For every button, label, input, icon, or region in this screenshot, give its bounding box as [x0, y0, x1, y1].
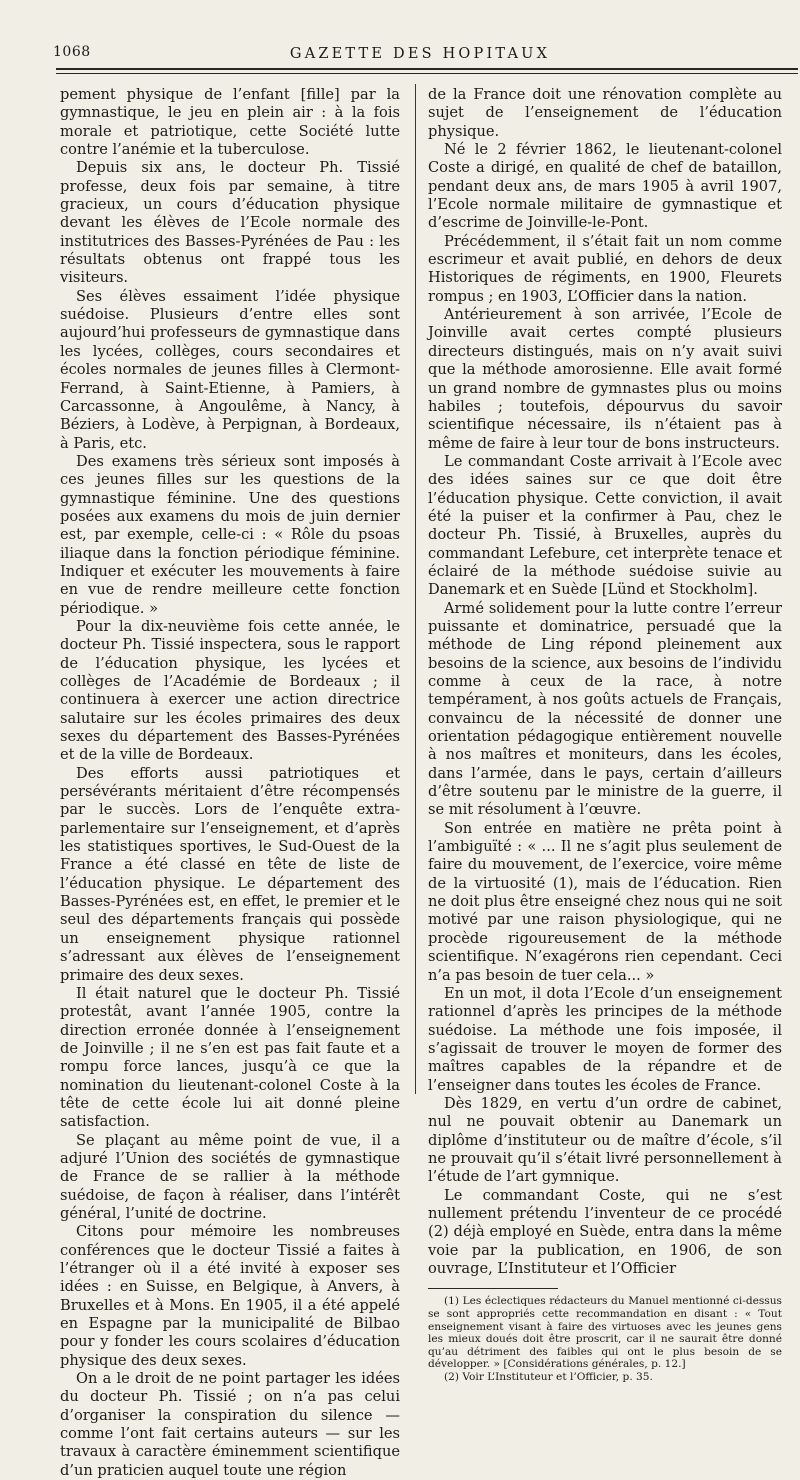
- paragraph: Dès 1829, en vertu d’un ordre de cabinet, nul ne pouvait obtenir au Danemark un diplôme d’instituteur ou de maître d’école, s’il ne prouvait qu’il s’était livré personnellement à l’étude de l’art gymnique.: [428, 1094, 782, 1186]
- paragraph: pement physique de l’enfant [fille] par la gymnastique, le jeu en plein air : à la fois morale et patriotique, cette Société lutte contre l’anémie et la tuberculose.: [60, 86, 400, 159]
- paragraph: Le commandant Coste arrivait à l’Ecole avec des idées saines sur ce que doit être l’éducation physique. Cette conviction, il avait été la puiser et la confirmer à Pau, chez le docteur Ph. Tissié, à Bruxelles, auprès du commandant Lefebure, cet interprète tenace et éclairé de la méthode suédoise suivie au Danemark et en Suède [Lünd et Stockholm].: [428, 452, 782, 599]
- header-rule-thin: [56, 73, 798, 74]
- paragraph: En un mot, il dota l’Ecole d’un enseignement rationnel d’après les principes de la méthode suédoise. La méthode une fois imposée, il s’agissait de trouver le moyen de former des maîtres capables de la répandre et de l’enseigner dans toutes les écoles de France.: [428, 984, 782, 1094]
- paragraph: Né le 2 février 1862, le lieutenant-colonel Coste a dirigé, en qualité de chef de bataillon, pendant deux ans, de mars 1905 à avril 1907, l’Ecole normale militaire de gymnastique et d’escrime de Joinville-le-Pont.: [428, 141, 782, 232]
- footnote: (1) Les éclectiques rédacteurs du Manuel mentionné ci-dessus se sont appropriés cette recommandation en disant : « Tout enseignement visant à faire des virtuoses avec les jeunes gens les mieux doués doit être proscrit, car il ne saurait être donné qu’au détriment des faibles qui ont le plus besoin de se développer. » [Considérations générales, p. 12.]: [428, 1295, 782, 1371]
- paragraph: Le commandant Coste, qui ne s’est nullement prétendu l’inventeur de ce procédé (2) déjà employé en Suède, entra dans la même voie par la publication, en 1906, de son ouvrage, L’Instituteur et l’Officier: [428, 1186, 782, 1277]
- footnote-rule: [428, 1288, 558, 1289]
- left-column: [60, 86, 400, 1480]
- header-rule-thick: [56, 68, 798, 70]
- running-title: GAZETTE DES HOPITAUX: [289, 46, 551, 62]
- paragraph: Se plaçant au même point de vue, il a adjuré l’Union des sociétés de gymnastique de France de se rallier à la méthode suédoise, de façon à réaliser, dans l’intérêt général, l’unité de doctrine.: [60, 1131, 400, 1222]
- footnote: (2) Voir L’Instituteur et l’Officier, p. 35.: [444, 1370, 653, 1383]
- paragraph: Depuis six ans, le docteur Ph. Tissié professe, deux fois par semaine, à titre gracieux, un cours d’éducation physique devant les élèves de l’Ecole normale des institutrices des Basses-Pyrénées de Pau : les résultats obtenus ont frappé tous les visiteurs.: [60, 159, 400, 287]
- paragraph: Pour la dix-neuvième fois cette année, le docteur Ph. Tissié inspectera, sous le rapport de l’éducation physique, les lycées et collèges de l’Académie de Bordeaux ; il continuera à exercer une action directrice salutaire sur les écoles primaires des deux sexes du département des Basses-Pyrénées et de la ville de Bordeaux.: [60, 617, 400, 764]
- paragraph: Citons pour mémoire les nombreuses conférences que le docteur Tissié a faites à l’étranger où il a été invité à exposer ses idées : en Suisse, en Belgique, à Anvers, à Bruxelles et à Mons. En 1905, il a été appelé en Espagne par la municipalité de Bilbao pour y fonder les cours scolaires d’éducation physique des deux sexes.: [60, 1223, 400, 1369]
- paragraph: Antérieurement à son arrivée, l’Ecole de Joinville avait certes compté plusieurs directeurs distingués, mais on n’y avait suivi que la méthode amorosienne. Elle avait formé un grand nombre de gymnastes plus ou moins habiles ; toutefois, dépourvus du savoir scientifique nécessaire, ils n’étaient pas à même de faire à leur tour de bons instructeurs.: [428, 306, 782, 452]
- paragraph: Des examens très sérieux sont imposés à ces jeunes filles sur les questions de la gymnastique féminine. Une des questions posées aux examens du mois de juin dernier est, par exemple, celle-ci : « Rôle du psoas iliaque dans la fonction périodique féminine. Indiquer et exécuter les mouvements à faire en vue de rendre meilleure cette fonction périodique. »: [60, 452, 400, 617]
- column-divider: [415, 84, 416, 1094]
- paragraph: Son entrée en matière ne prêta point à l’ambiguïté : « ... Il ne s’agit plus seulement de faire du mouvement, de l’exercice, voire même de la virtuosité (1), mais de l’éducation. Rien ne doit plus être enseigné chez nous qui ne soit motivé par une raison physiologique, qui ne procède rigoureusement de la méthode scientifique. N’exagérons rien cependant. Ceci n’a pas besoin de tuer cela... »: [428, 819, 782, 984]
- paragraph: Ses élèves essaiment l’idée physique suédoise. Plusieurs d’entre elles sont aujourd’hui professeurs de gymnastique dans les lycées, collèges, cours secondaires et écoles normales de jeunes filles à Clermont-Ferrand, à Saint-Etienne, à Pamiers, à Carcassonne, à Angoulême, à Nancy, à Béziers, à Lodève, à Perpignan, à Bordeaux, à Paris, etc.: [60, 287, 400, 452]
- paragraph: Armé solidement pour la lutte contre l’erreur puissante et dominatrice, persuadé que la méthode de Ling répond pleinement aux besoins de la science, aux besoins de l’individu comme à ceux de la race, à notre tempérament, à nos goûts actuels de Français, convaincu de la nécessité de donner une orientation pédagogique entièrement nouvelle à nos maîtres et moniteurs, dans les écoles, dans l’armée, dans le pays, certain d’ailleurs d’être soutenu par le ministre de la guerre, il se mit résolument à l’œuvre.: [428, 599, 782, 819]
- paragraph: Des efforts aussi patriotiques et persévérants méritaient d’être récompensés par le succès. Lors de l’enquête extra-parlementaire sur l’enseignement, et d’après les statistiques sportives, le Sud-Ouest de la France a été classé en tête de liste de l’éducation physique. Le département des Basses-Pyrénées est, en effet, le premier et le seul des départements français qui possède un enseignement physique rationnel s’adressant aux élèves de l’enseignement primaire des deux sexes.: [60, 764, 400, 984]
- page-number: 1068: [53, 44, 91, 60]
- paragraph: Il était naturel que le docteur Ph. Tissié protestât, avant l’année 1905, contre la direction erronée donnée à l’enseignement de Joinville ; il ne s’en est pas fait faute et a rompu force lances, jusqu’à ce que la nomination du lieutenant-colonel Coste à la tête de cette école lui ait donné pleine satisfaction.: [60, 984, 400, 1131]
- paragraph: Précédemment, il s’était fait un nom comme escrimeur et avait publié, en dehors de deux Historiques de régiments, en 1900, Fleurets rompus ; en 1903, L’Officier dans la nation.: [428, 232, 782, 305]
- right-column: [428, 86, 782, 1384]
- paragraph: de la France doit une rénovation complète au sujet de l’enseignement de l’éducation physique.: [428, 86, 782, 140]
- paragraph: On a le droit de ne point partager les idées du docteur Ph. Tissié ; on n’a pas celui d’organiser la conspiration du silence — comme l’ont fait certains auteurs — sur les travaux à caractère éminemment scientifique d’un praticien auquel toute une région: [60, 1370, 400, 1479]
